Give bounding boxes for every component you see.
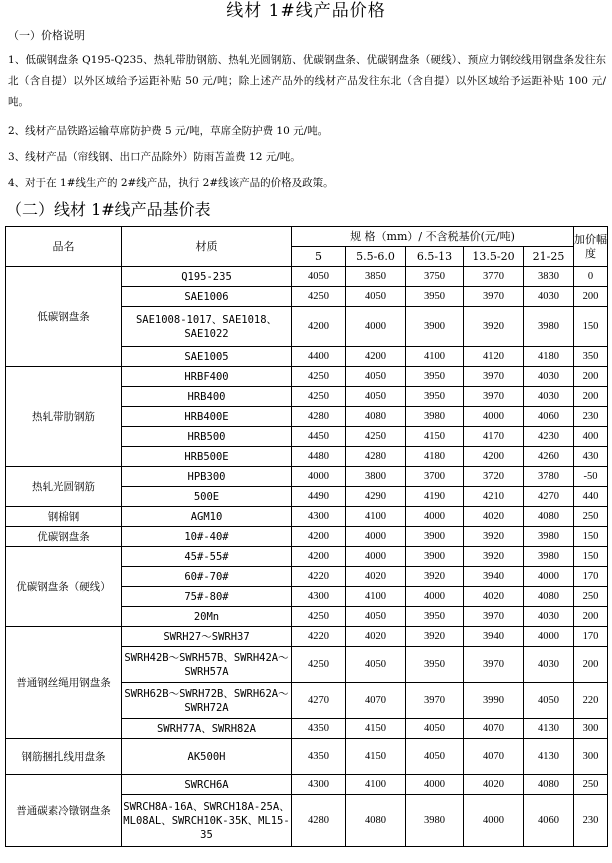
increase-cell: 300: [574, 719, 608, 739]
price-cell: 4050: [292, 267, 346, 287]
price-cell: 3920: [464, 307, 524, 347]
note-paragraph: 1、低碳钢盘条 Q195-Q235、热轧带肋钢筋、热轧光圆钢筋、优碳钢盘条、优碳钢盘条（硬线）、预应力钢绞线用钢盘条发往东北（含自提）以外区域给予运距补贴 50 元/吨；除上述产品外的线材产品发往东北（含自提）以外区域给予运距补贴 100 元/吨。: [8, 54, 606, 108]
price-cell: 4250: [292, 387, 346, 407]
material-cell: SAE1008-1017、SAE1018、SAE1022: [122, 307, 292, 347]
price-cell: 4020: [464, 507, 524, 527]
increase-cell: 440: [574, 487, 608, 507]
price-cell: 4050: [524, 683, 574, 719]
price-cell: 4000: [524, 567, 574, 587]
price-cell: 4220: [292, 567, 346, 587]
price-cell: 4290: [346, 487, 406, 507]
increase-cell: 250: [574, 775, 608, 795]
material-cell: HRB500: [122, 427, 292, 447]
price-cell: 3970: [406, 683, 464, 719]
price-cell: 4030: [524, 367, 574, 387]
table-row: [6, 507, 608, 527]
increase-cell: 150: [574, 527, 608, 547]
product-name-cell: 低碳钢盘条: [6, 267, 122, 367]
material-cell: HRBF400: [122, 367, 292, 387]
price-cell: 4050: [346, 367, 406, 387]
increase-cell: 150: [574, 307, 608, 347]
price-cell: 4250: [346, 427, 406, 447]
price-cell: 4000: [406, 507, 464, 527]
note-paragraph: 4、对于在 1#线生产的 2#线产品，执行 2#线该产品的价格及政策。: [8, 177, 334, 189]
note-paragraph: 3、线材产品（帘线钢、出口产品除外）防雨苫盖费 12 元/吨。: [8, 151, 301, 163]
increase-cell: 200: [574, 607, 608, 627]
header-spec: 6.5-13: [406, 247, 464, 267]
price-cell: 4300: [292, 775, 346, 795]
price-cell: 4060: [524, 795, 574, 847]
price-cell: 3990: [464, 683, 524, 719]
product-name-cell: 普通碳素冷镦钢盘条: [6, 775, 122, 847]
price-cell: 4100: [406, 347, 464, 367]
product-name-cell: 普通钢丝绳用钢盘条: [6, 627, 122, 739]
price-cell: 3920: [464, 547, 524, 567]
price-cell: 3770: [464, 267, 524, 287]
increase-cell: 200: [574, 647, 608, 683]
price-cell: 4270: [524, 487, 574, 507]
price-cell: 4100: [346, 507, 406, 527]
header-spec: 13.5-20: [464, 247, 524, 267]
section-price-notes: （一）价格说明: [8, 29, 85, 42]
table-row: [6, 547, 608, 567]
table-row: [6, 627, 608, 647]
material-cell: SAE1006: [122, 287, 292, 307]
price-cell: 4450: [292, 427, 346, 447]
price-cell: 4280: [346, 447, 406, 467]
price-cell: 4000: [346, 547, 406, 567]
material-cell: SWRCH6A: [122, 775, 292, 795]
header-spec: 5.5-6.0: [346, 247, 406, 267]
price-cell: 3900: [406, 527, 464, 547]
price-cell: 4220: [292, 627, 346, 647]
table-row: [6, 267, 608, 287]
price-cell: 4070: [346, 683, 406, 719]
increase-cell: 200: [574, 387, 608, 407]
material-cell: SWRH62B～SWRH72B、SWRH62A～SWRH72A: [122, 683, 292, 719]
header-spec: 21-25: [524, 247, 574, 267]
header-material: 材质: [122, 227, 292, 267]
material-cell: 75#-80#: [122, 587, 292, 607]
material-cell: 60#-70#: [122, 567, 292, 587]
price-cell: 3950: [406, 607, 464, 627]
price-cell: 3980: [406, 407, 464, 427]
material-cell: 10#-40#: [122, 527, 292, 547]
material-cell: SWRCH8A-16A、SWRCH18A-25A、ML08AL、SWRCH10K-35K、ML15-35: [122, 795, 292, 847]
price-cell: 4070: [464, 719, 524, 739]
price-cell: 4080: [524, 775, 574, 795]
price-cell: 4030: [524, 287, 574, 307]
price-cell: 4000: [346, 527, 406, 547]
price-cell: 3850: [346, 267, 406, 287]
price-cell: 4120: [464, 347, 524, 367]
increase-cell: 230: [574, 407, 608, 427]
price-cell: 4350: [292, 739, 346, 775]
material-cell: 20Mn: [122, 607, 292, 627]
price-cell: 3900: [406, 307, 464, 347]
price-cell: 4300: [292, 507, 346, 527]
material-cell: AK500H: [122, 739, 292, 775]
material-cell: SWRH27～SWRH37: [122, 627, 292, 647]
price-cell: 3830: [524, 267, 574, 287]
price-cell: 4200: [464, 447, 524, 467]
price-cell: 3920: [406, 567, 464, 587]
price-cell: 4150: [406, 427, 464, 447]
price-cell: 4130: [524, 739, 574, 775]
price-cell: 4250: [292, 607, 346, 627]
material-cell: 45#-55#: [122, 547, 292, 567]
price-cell: 4020: [464, 587, 524, 607]
page-title: 线材 1#线产品价格: [226, 1, 386, 21]
price-cell: 4100: [346, 775, 406, 795]
product-name-cell: 优碳钢盘条（硬线）: [6, 547, 122, 627]
increase-cell: 200: [574, 367, 608, 387]
product-name-cell: 热轧带肋钢筋: [6, 367, 122, 467]
increase-cell: 230: [574, 795, 608, 847]
table-title: （二）线材 1#线产品基价表: [6, 200, 211, 219]
price-cell: 3970: [464, 367, 524, 387]
price-cell: 3800: [346, 467, 406, 487]
price-cell: 4050: [346, 387, 406, 407]
price-cell: 4000: [524, 627, 574, 647]
price-cell: 4080: [524, 587, 574, 607]
price-cell: 4150: [346, 719, 406, 739]
price-cell: 3980: [524, 547, 574, 567]
increase-cell: 0: [574, 267, 608, 287]
increase-cell: 400: [574, 427, 608, 447]
price-cell: 4000: [292, 467, 346, 487]
header-spec-group: 规 格（mm）/ 不含税基价(元/吨): [292, 227, 574, 247]
price-cell: 4020: [346, 567, 406, 587]
price-cell: 3700: [406, 467, 464, 487]
product-name-cell: 热轧光圆钢筋: [6, 467, 122, 507]
material-cell: HRB500E: [122, 447, 292, 467]
table-row: [6, 367, 608, 387]
price-cell: 3980: [406, 795, 464, 847]
price-cell: 4180: [406, 447, 464, 467]
price-cell: 4050: [346, 647, 406, 683]
price-cell: 4000: [464, 795, 524, 847]
price-cell: 4400: [292, 347, 346, 367]
increase-cell: 430: [574, 447, 608, 467]
price-cell: 4050: [346, 287, 406, 307]
material-cell: SAE1005: [122, 347, 292, 367]
price-cell: 4250: [292, 367, 346, 387]
price-cell: 4060: [524, 407, 574, 427]
price-cell: 4050: [406, 739, 464, 775]
price-cell: 4480: [292, 447, 346, 467]
price-cell: 3920: [464, 527, 524, 547]
material-cell: 500E: [122, 487, 292, 507]
price-cell: 4200: [292, 527, 346, 547]
price-cell: 4150: [346, 739, 406, 775]
price-cell: 4080: [346, 795, 406, 847]
price-cell: 4260: [524, 447, 574, 467]
increase-cell: 350: [574, 347, 608, 367]
increase-cell: 250: [574, 587, 608, 607]
product-name-cell: 钢筋捆扎线用盘条: [6, 739, 122, 775]
price-cell: 4020: [346, 627, 406, 647]
price-cell: 4020: [464, 775, 524, 795]
increase-cell: 220: [574, 683, 608, 719]
price-cell: 4080: [346, 407, 406, 427]
price-cell: 4210: [464, 487, 524, 507]
price-cell: 3720: [464, 467, 524, 487]
price-cell: 4190: [406, 487, 464, 507]
material-cell: HRB400: [122, 387, 292, 407]
price-cell: 3940: [464, 567, 524, 587]
price-cell: 3970: [464, 387, 524, 407]
price-cell: 3920: [406, 627, 464, 647]
price-cell: 4070: [464, 739, 524, 775]
price-cell: 3940: [464, 627, 524, 647]
price-cell: 4050: [406, 719, 464, 739]
header-name: 品名: [6, 227, 122, 267]
table-row: [6, 467, 608, 487]
material-cell: HPB300: [122, 467, 292, 487]
price-cell: 4000: [464, 407, 524, 427]
price-cell: 4200: [292, 547, 346, 567]
price-cell: 4200: [346, 347, 406, 367]
price-cell: 4000: [406, 775, 464, 795]
price-cell: 3980: [524, 527, 574, 547]
table-row: [6, 527, 608, 547]
price-cell: 4000: [406, 587, 464, 607]
price-cell: 4130: [524, 719, 574, 739]
header-increase: 加价幅度: [574, 227, 608, 267]
price-cell: 3950: [406, 367, 464, 387]
price-cell: 4280: [292, 407, 346, 427]
price-cell: 4350: [292, 719, 346, 739]
price-cell: 4030: [524, 387, 574, 407]
price-cell: 4280: [292, 795, 346, 847]
price-cell: 4230: [524, 427, 574, 447]
table-row: [6, 739, 608, 775]
price-cell: 4180: [524, 347, 574, 367]
product-name-cell: 钢棉钢: [6, 507, 122, 527]
price-cell: 4200: [292, 307, 346, 347]
table-row: [6, 775, 608, 795]
increase-cell: 200: [574, 287, 608, 307]
increase-cell: 150: [574, 547, 608, 567]
price-cell: 4030: [524, 607, 574, 627]
price-table: [5, 226, 608, 847]
material-cell: SWRH77A、SWRH82A: [122, 719, 292, 739]
price-cell: 3970: [464, 607, 524, 627]
note-paragraph: 2、线材产品铁路运输草席防护费 5 元/吨，草席全防护费 10 元/吨。: [8, 125, 329, 137]
price-cell: 4080: [524, 507, 574, 527]
price-cell: 3970: [464, 287, 524, 307]
increase-cell: 170: [574, 627, 608, 647]
product-name-cell: 优碳钢盘条: [6, 527, 122, 547]
material-cell: AGM10: [122, 507, 292, 527]
price-cell: 3950: [406, 287, 464, 307]
increase-cell: -50: [574, 467, 608, 487]
price-cell: 4030: [524, 647, 574, 683]
price-cell: 3950: [406, 387, 464, 407]
price-cell: 4170: [464, 427, 524, 447]
price-cell: 3970: [464, 647, 524, 683]
price-cell: 4490: [292, 487, 346, 507]
price-cell: 3750: [406, 267, 464, 287]
price-cell: 4300: [292, 587, 346, 607]
price-cell: 3780: [524, 467, 574, 487]
price-cell: 3950: [406, 647, 464, 683]
increase-cell: 170: [574, 567, 608, 587]
material-cell: HRB400E: [122, 407, 292, 427]
increase-cell: 300: [574, 739, 608, 775]
price-cell: 3900: [406, 547, 464, 567]
header-spec: 5: [292, 247, 346, 267]
increase-cell: 250: [574, 507, 608, 527]
material-cell: Q195-235: [122, 267, 292, 287]
price-cell: 4250: [292, 287, 346, 307]
price-cell: 4000: [346, 307, 406, 347]
material-cell: SWRH42B～SWRH57B、SWRH42A～SWRH57A: [122, 647, 292, 683]
price-cell: 4050: [346, 607, 406, 627]
price-cell: 4250: [292, 647, 346, 683]
price-cell: 4270: [292, 683, 346, 719]
price-cell: 4100: [346, 587, 406, 607]
price-cell: 3980: [524, 307, 574, 347]
